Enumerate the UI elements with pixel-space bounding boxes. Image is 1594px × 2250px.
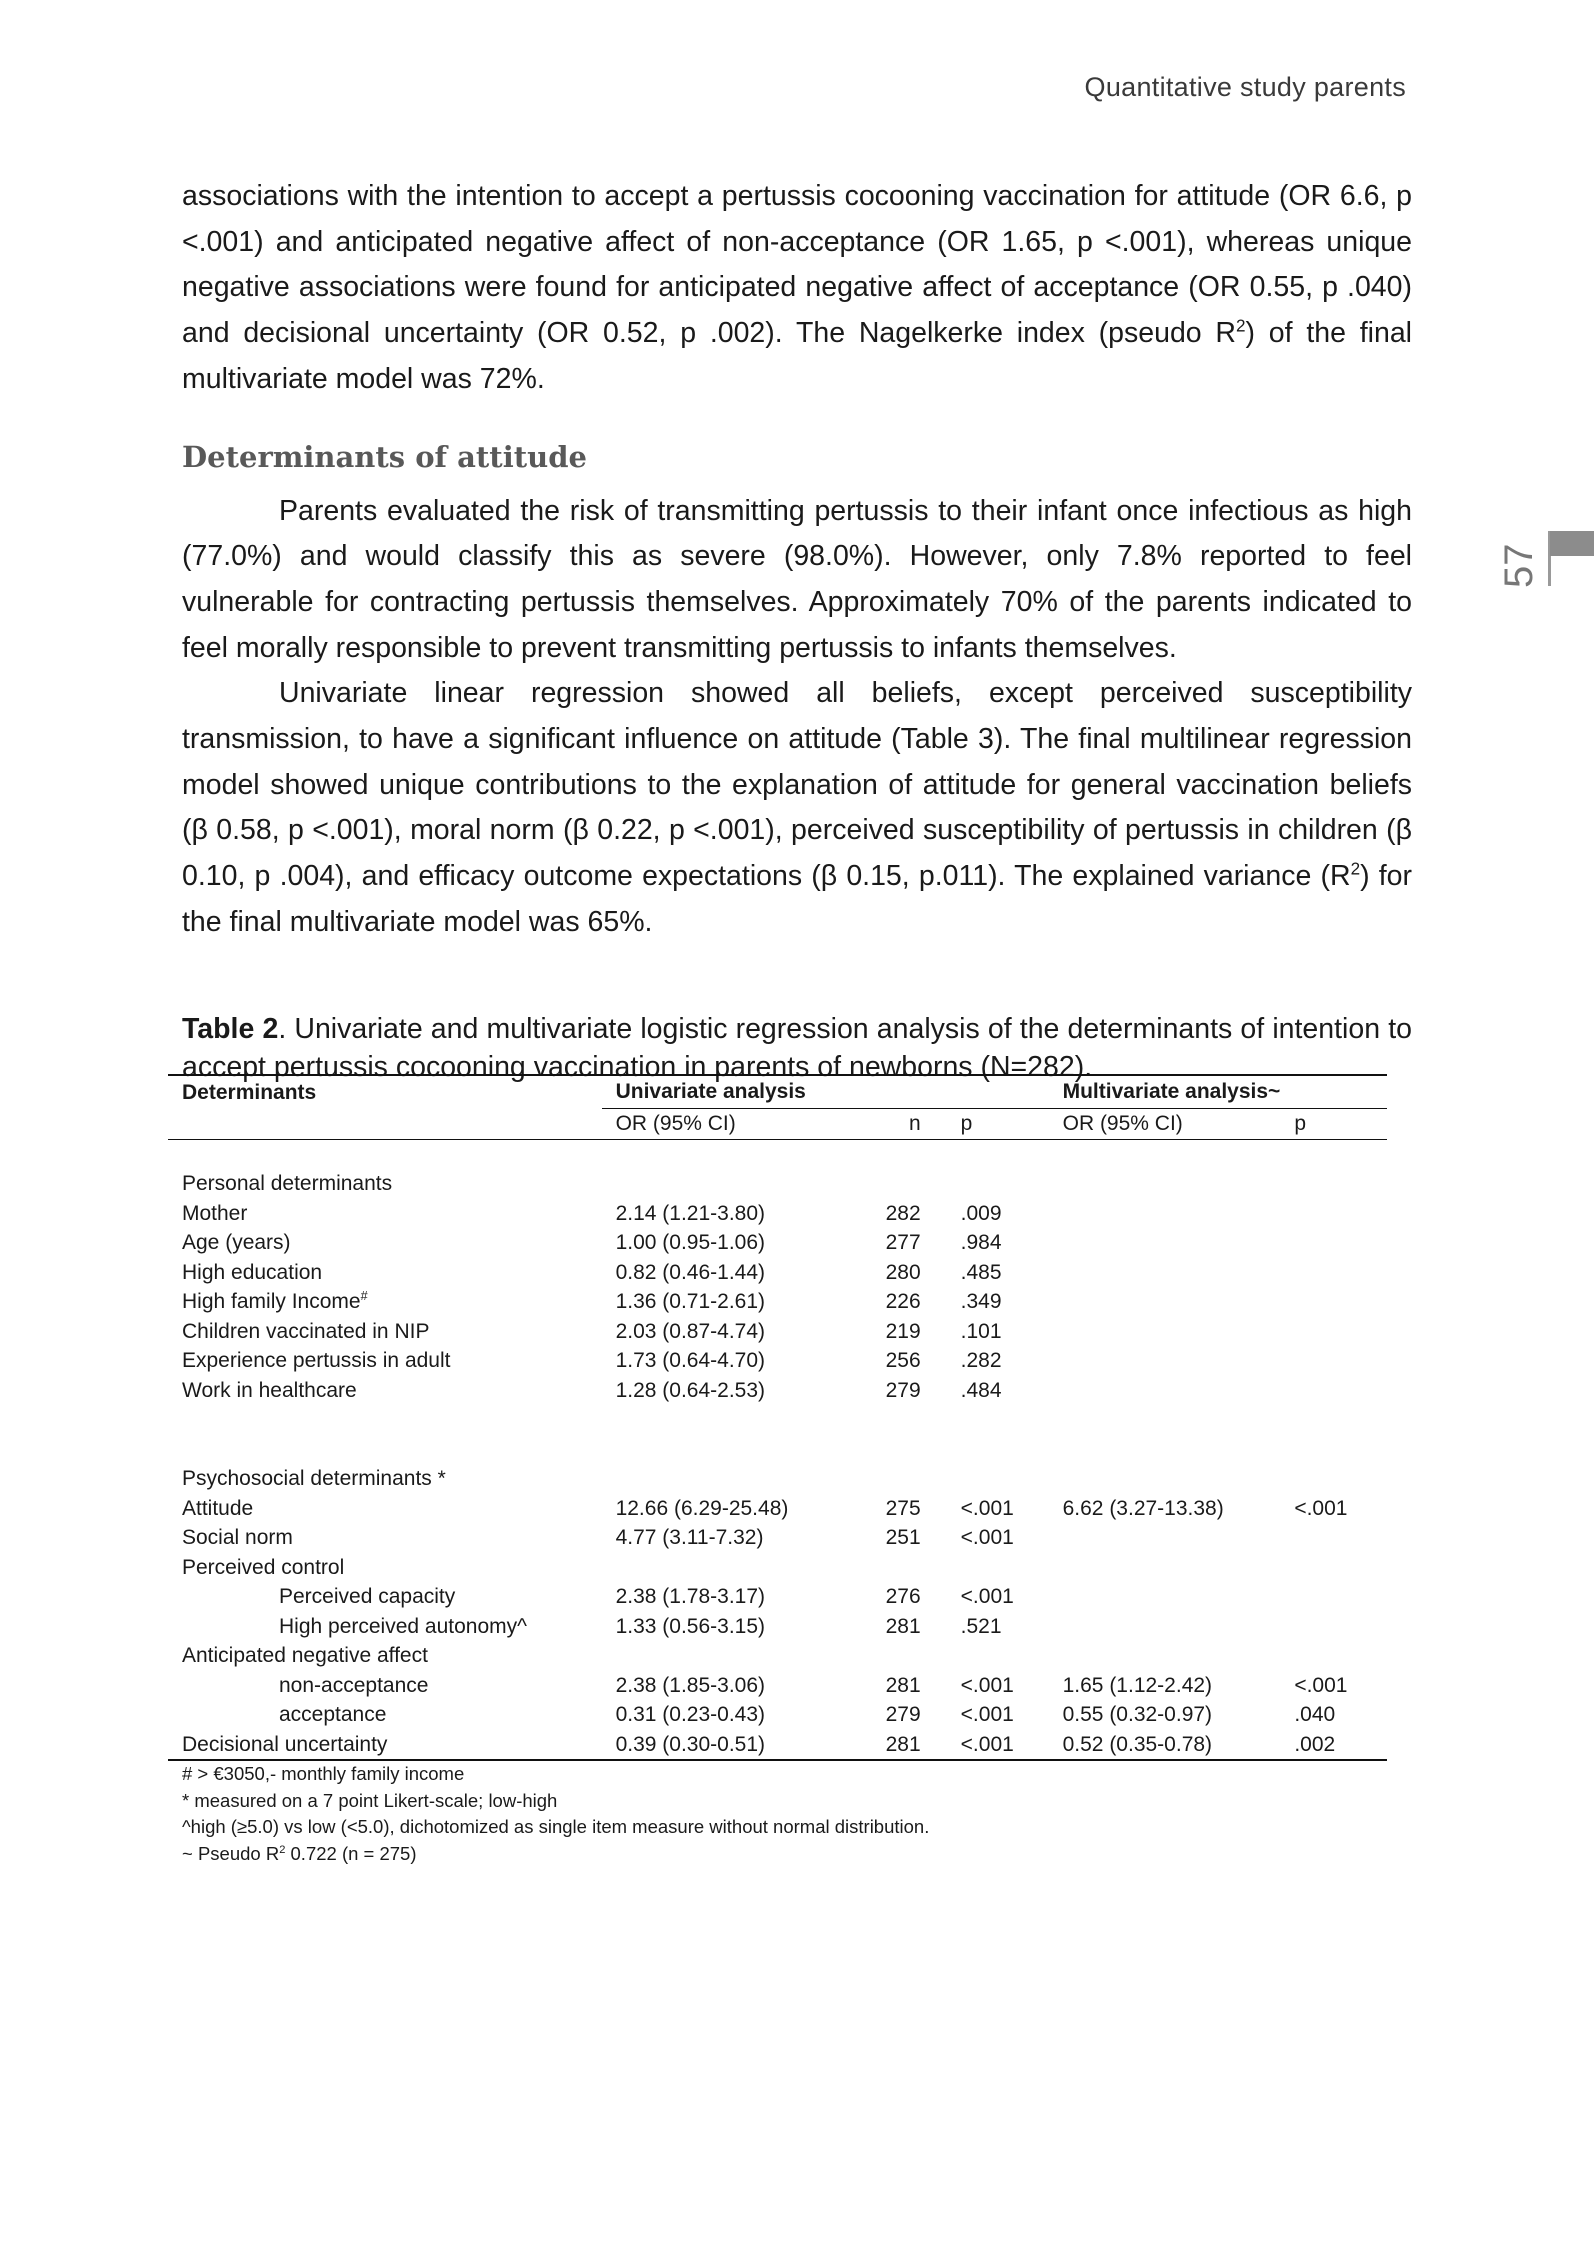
group-row-personal — [168, 1169, 1387, 1199]
multivariate-p: .040 — [1294, 1703, 1336, 1726]
sample-size: 281 — [842, 1730, 946, 1761]
section-heading: Determinants of attitude — [182, 439, 587, 474]
group-row-psychosocial — [168, 1464, 1387, 1494]
sample-size: 280 — [885, 1260, 921, 1284]
sample-size: 281 — [885, 1673, 921, 1697]
univariate-p: .521 — [960, 1614, 1002, 1638]
univariate-or-ci: 1.28 (0.64-2.53) — [615, 1378, 766, 1402]
running-header: Quantitative study parents — [1084, 72, 1406, 102]
univariate-p: <.001 — [960, 1496, 1014, 1520]
row-label: Anticipated negative affect — [182, 1644, 428, 1667]
multivariate-or-ci — [1049, 1346, 1281, 1376]
table-row — [168, 1700, 1387, 1730]
table-row — [168, 1228, 1387, 1258]
univariate-or-ci: 1.00 (0.95-1.06) — [615, 1231, 766, 1254]
sample-size: 256 — [885, 1349, 921, 1372]
row-label: Mother — [182, 1201, 248, 1225]
multivariate-or-ci — [1049, 1287, 1281, 1317]
univariate-or-ci: 2.38 (1.78-3.17) — [615, 1585, 766, 1608]
univariate-or-ci: 0.39 (0.30-0.51) — [602, 1730, 843, 1761]
multivariate-or-ci — [1049, 1199, 1281, 1229]
table-caption: Table 2. Univariate and multivariate logistic regression analysis of the determinants of intention to accept pertussis cocooning vaccination in parents of newborns (N=282). — [182, 1012, 1412, 1083]
footnote-autonomy: ^high (≥5.0) vs low (<5.0), dichotomized as single item measure without normal distribution. — [182, 1816, 930, 1837]
row-label: Social norm — [182, 1526, 293, 1549]
regression-table — [168, 1074, 1387, 1761]
subheader-or-ci: OR (95% CI) — [602, 1109, 843, 1140]
multivariate-p — [1280, 1582, 1387, 1612]
univariate-p: .485 — [960, 1260, 1002, 1284]
multivariate-p: <.001 — [1294, 1496, 1348, 1520]
univariate-p: .984 — [960, 1231, 1002, 1254]
multivariate-p: <.001 — [1294, 1673, 1348, 1697]
multivariate-p — [1280, 1258, 1387, 1288]
multivariate-or-ci: 1.65 (1.12-2.42) — [1062, 1673, 1213, 1697]
subheader-multivariate-or-ci: OR (95% CI) — [1049, 1109, 1281, 1140]
univariate-p: <.001 — [960, 1585, 1014, 1608]
multivariate-or-ci — [1049, 1582, 1281, 1612]
univariate-or-ci: 2.14 (1.21-3.80) — [615, 1201, 766, 1225]
univariate-or-ci: 12.66 (6.29-25.48) — [615, 1496, 789, 1520]
row-label: acceptance — [279, 1703, 387, 1726]
table-row — [168, 1494, 1387, 1524]
intro-paragraph: associations with the intention to accept a pertussis cocooning vaccination for attitude (OR 6.6, p <.001) and anticipated negative affect of non-acceptance (OR 1.65, p <.001), whereas unique negative associations were found for anticipated negative affect of acceptance (OR 0.55, p .040) and decisional uncertainty (OR 0.52, p .002). The Nagelkerke index (pseudo $R^2$) of the final multivariate model was 72%. — [182, 180, 1413, 395]
multivariate-p — [1280, 1228, 1387, 1258]
univariate-p: <.001 — [960, 1526, 1014, 1549]
univariate-or-ci — [602, 1553, 843, 1583]
multivariate-or-ci — [1049, 1523, 1281, 1553]
table-row — [168, 1199, 1387, 1229]
multivariate-p — [1280, 1641, 1387, 1671]
multivariate-or-ci — [1049, 1376, 1281, 1406]
row-label: Experience pertussis in adult — [182, 1349, 451, 1372]
table-row — [168, 1346, 1387, 1376]
subheader-n: n — [842, 1109, 946, 1140]
multivariate-or-ci: 0.52 (0.35-0.78) — [1049, 1730, 1281, 1761]
sample-size: 251 — [885, 1526, 921, 1549]
univariate-or-ci: 0.82 (0.46-1.44) — [615, 1260, 766, 1284]
group-label: Personal determinants — [182, 1172, 393, 1195]
header-multivariate: Multivariate analysis~ — [1049, 1075, 1281, 1109]
multivariate-p: .002 — [1280, 1730, 1387, 1761]
section-paragraph-1: Parents evaluated the risk of transmitting pertussis to their infant once infectious as high (77.0%) and would classify this as severe (98.0%). However, only 7.8% reported to feel vulnerable for contracting pertussis themselves. Approximately 70% of the parents indicated to feel morally responsible to prevent transmitting pertussis to infants themselves. — [182, 494, 1412, 664]
table-header-row — [168, 1075, 1387, 1109]
multivariate-p — [1280, 1523, 1387, 1553]
row-label: Attitude — [182, 1496, 254, 1520]
sample-size: 279 — [885, 1378, 921, 1402]
univariate-or-ci: 0.31 (0.23-0.43) — [615, 1703, 766, 1726]
multivariate-or-ci — [1049, 1228, 1281, 1258]
univariate-or-ci: 4.77 (3.11-7.32) — [615, 1526, 764, 1549]
sample-size: 275 — [885, 1496, 921, 1520]
table-row — [168, 1317, 1387, 1347]
table-row — [168, 1730, 1387, 1761]
row-label: Perceived capacity — [279, 1585, 456, 1608]
univariate-p: .282 — [960, 1349, 1002, 1372]
sample-size — [842, 1641, 946, 1671]
sample-size: 282 — [885, 1201, 921, 1225]
univariate-p: <.001 — [960, 1703, 1014, 1726]
univariate-p — [947, 1553, 1049, 1583]
row-label: High education — [182, 1260, 323, 1284]
univariate-p: .349 — [960, 1290, 1002, 1313]
multivariate-p — [1280, 1346, 1387, 1376]
page-edge-tab — [1550, 531, 1594, 556]
univariate-or-ci: 2.03 (0.87-4.74) — [615, 1319, 766, 1343]
multivariate-or-ci — [1049, 1317, 1281, 1347]
row-label: Decisional uncertainty — [168, 1730, 602, 1761]
row-label: High family Income# — [182, 1289, 368, 1313]
sample-size: 281 — [885, 1614, 921, 1638]
multivariate-p — [1280, 1317, 1387, 1347]
multivariate-or-ci: 6.62 (3.27-13.38) — [1062, 1496, 1224, 1520]
table-footnotes — [182, 1761, 929, 1867]
body-text — [182, 174, 1412, 1086]
table-row — [168, 1258, 1387, 1288]
table-row — [168, 1376, 1387, 1406]
page-number: 57 — [1497, 543, 1541, 588]
sample-size: 277 — [885, 1231, 921, 1254]
sample-size: 279 — [885, 1703, 921, 1726]
group-label: Psychosocial determinants * — [182, 1467, 446, 1490]
multivariate-p — [1280, 1612, 1387, 1642]
section-paragraph-2: Univariate linear regression showed all beliefs, except perceived susceptibility transmission, to have a significant influence on attitude (Table 3). The final multilinear regression model showed unique contributions to the explanation of attitude for general vaccination beliefs (β 0.58, p <.001), moral norm (β 0.22, p <.001), perceived susceptibility of pertussis in children (β 0.10, p .004), and efficacy outcome expectations (β 0.15, p.011). The explained variance $(R^2)$ for the final multivariate model was 65%. — [182, 677, 1412, 938]
table-row — [168, 1523, 1387, 1553]
univariate-or-ci: 1.36 (0.71-2.61) — [615, 1290, 766, 1313]
univariate-p: <.001 — [947, 1730, 1049, 1761]
multivariate-p — [1280, 1553, 1387, 1583]
multivariate-or-ci — [1049, 1553, 1281, 1583]
header-determinants: Determinants — [168, 1075, 602, 1109]
univariate-p — [947, 1641, 1049, 1671]
sample-size: 219 — [885, 1319, 921, 1343]
multivariate-or-ci: 0.55 (0.32-0.97) — [1062, 1703, 1213, 1726]
sample-size — [842, 1553, 946, 1583]
table-row — [168, 1612, 1387, 1642]
univariate-p: .009 — [960, 1201, 1002, 1225]
univariate-or-ci: 1.73 (0.64-4.70) — [615, 1349, 766, 1372]
table-row — [168, 1287, 1387, 1317]
sample-size: 226 — [885, 1290, 921, 1313]
row-label: Age (years) — [182, 1231, 291, 1254]
footnote-income: # > €3050,- monthly family income — [182, 1763, 465, 1784]
header-univariate: Univariate analysis — [602, 1075, 843, 1109]
multivariate-or-ci — [1049, 1258, 1281, 1288]
row-label: Perceived control — [182, 1555, 345, 1579]
multivariate-p — [1280, 1287, 1387, 1317]
multivariate-p — [1280, 1376, 1387, 1406]
footnote-pseudo-r2: ~ Pseudo $R^2$ 0.722 (n = 275) — [182, 1842, 417, 1864]
table-row — [168, 1582, 1387, 1612]
row-label: High perceived autonomy^ — [279, 1614, 527, 1638]
multivariate-or-ci — [1049, 1641, 1281, 1671]
univariate-p: .101 — [960, 1319, 1002, 1343]
univariate-p: <.001 — [960, 1673, 1014, 1697]
multivariate-p — [1280, 1199, 1387, 1229]
row-label: Work in healthcare — [182, 1378, 357, 1402]
subheader-p: p — [947, 1109, 1049, 1140]
row-label: non-acceptance — [279, 1673, 429, 1697]
row-label: Children vaccinated in NIP — [182, 1319, 430, 1343]
univariate-or-ci: 2.38 (1.85-3.06) — [615, 1673, 766, 1697]
multivariate-or-ci — [1049, 1612, 1281, 1642]
footnote-likert: * measured on a 7 point Likert-scale; low-high — [182, 1789, 558, 1811]
sample-size: 276 — [885, 1585, 921, 1608]
subheader-multivariate-p: p — [1280, 1109, 1387, 1140]
table-subheader-row — [168, 1109, 1387, 1140]
table-row — [168, 1641, 1387, 1671]
table-row — [168, 1553, 1387, 1583]
univariate-or-ci: 1.33 (0.56-3.15) — [615, 1614, 766, 1638]
univariate-p: .484 — [960, 1378, 1002, 1402]
table-row — [168, 1671, 1387, 1701]
univariate-or-ci — [602, 1641, 843, 1671]
